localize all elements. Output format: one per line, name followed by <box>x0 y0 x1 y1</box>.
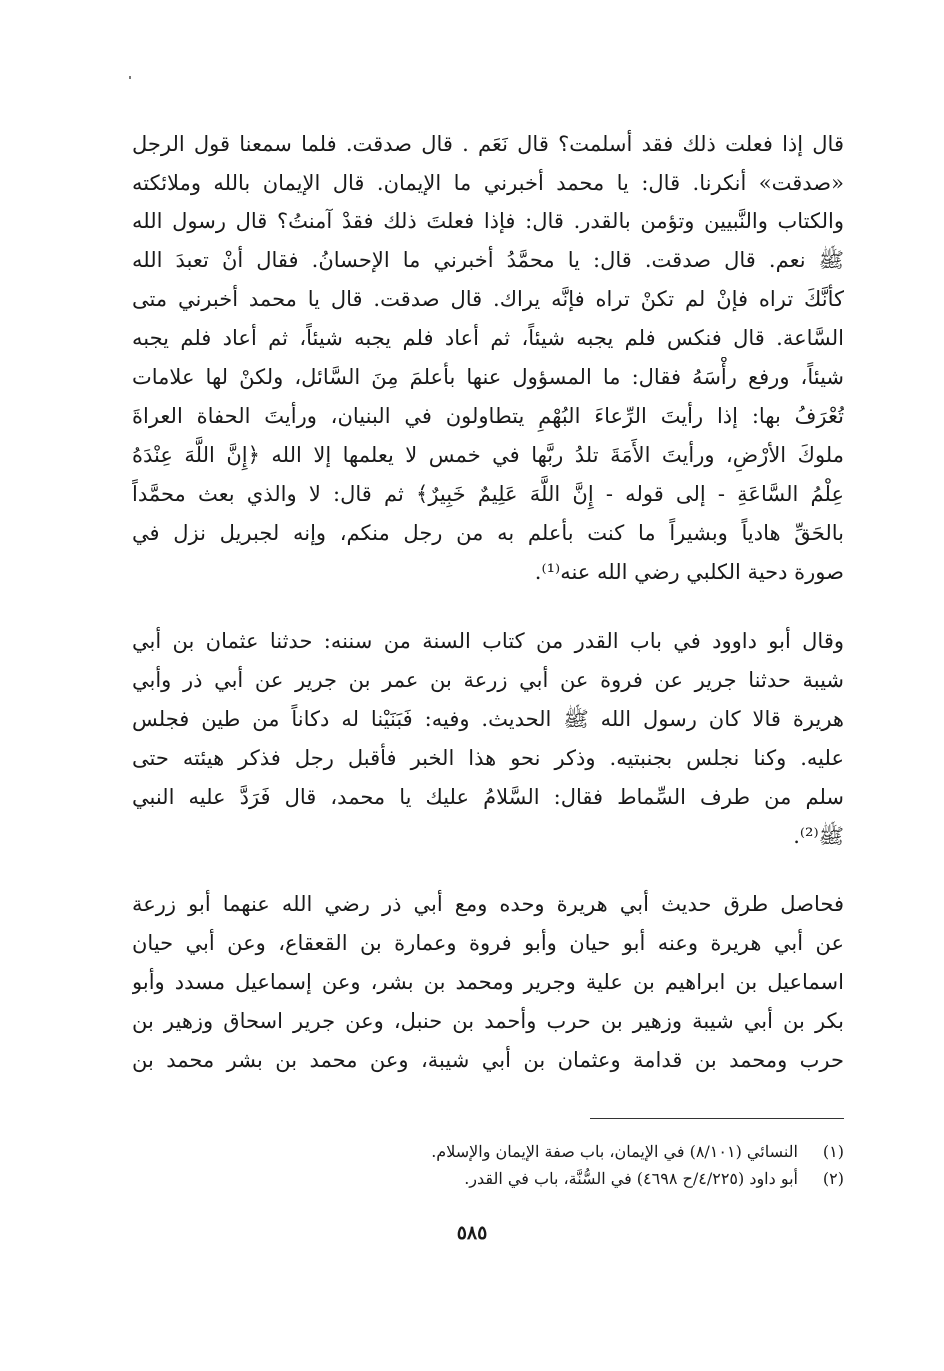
body-line: تُعْرَفُ بها: إذا رأيتَ الرِّعاءَ البُهْمِ يتطاولون في البنيان، ورأيتَ الحفاة العراةَ <box>132 404 844 428</box>
body-line: هريرة قالا كان رسول الله ﷺ الحديث. وفيه: فَبَنَيْنا له دكاناً من طين فجلس <box>132 707 844 731</box>
body-line: سلم من طرف السِّماط فقال: السَّلامُ عليك يا محمد، قال فَرَدَّ عليه النبي <box>132 785 844 809</box>
body-line: قال إذا فعلت ذلك فقد أسلمت؟ قال نَعَم . قال صدقت. فلما سمعنا قول الرجل <box>132 132 844 156</box>
body-line: «صدقت» أنكرنا. قال: يا محمد أخبرني ما الإيمان. قال الإيمان بالله وملائكته <box>132 171 844 195</box>
body-line: وقال أبو داوود في باب القدر من كتاب السنة من سننه: حدثنا عثمان بن أبي <box>132 629 844 653</box>
body-line: والكتاب والنَّبيين وتؤمن بالقدر. قال: فإذا فعلتَ ذلك فقدْ آمنتُ؟ قال رسول الله <box>132 209 844 233</box>
body-line: فحاصل طرق حديث أبي هريرة وحده ومع أبي ذر رضي الله عنهما أبو زرعة <box>132 892 844 916</box>
footnote-text: النسائي (٨/١٠١) في الإيمان، باب صفة الإيمان والإسلام. <box>431 1142 798 1161</box>
body-line: شيبة حدثنا جرير عن فروة عن أبي زرعة بن عمر بن جرير عن أبي ذر وأبي <box>132 668 844 692</box>
body-line: اسماعيل بن ابراهيم بن علية وجرير ومحمد بن بشر، وعن إسماعيل مسدد وأبو <box>132 970 844 994</box>
body-line: صورة دحية الكلبي رضي الله عنه⁽¹⁾. <box>534 560 844 584</box>
body-line: ﷺ⁽²⁾. <box>793 824 844 848</box>
footnote-number: (٢) <box>822 1169 844 1188</box>
body-line: بكر بن أبي شيبة وزهير بن حرب وأحمد بن حنبل، وعن جرير اسحاق وزهير بن <box>132 1009 844 1033</box>
body-line: ﷺ نعم. قال صدقت. قال: يا محمَّدُ أخبرني ما الإحسانُ. فقال أنْ تعبدَ الله <box>132 248 844 272</box>
footnote-rule <box>590 1118 844 1119</box>
body-line: عليه. وكنا نجلس بجنبتيه. وذكر نحو هذا الخبر فأقبل رجل فذكر هيئته حتى <box>132 746 844 770</box>
footnote-text: أبو داود (٤/٢٢٥/ح ٤٦٩٨) في السُّنَّة، باب في القدر. <box>464 1169 798 1188</box>
body-line: بالحَقِّ هادياً وبشيراً ما كنت بأعلم به من رجل منكم، وإنه لجبريل نزل في <box>132 521 844 545</box>
body-line: ملوكَ الأرْضِ، ورأيتَ الأَمَةَ تلدُ ربَّها في خمس لا يعلمها إلا الله ﴿إِنَّ اللَّهَ عِنْدَهُ <box>132 443 844 467</box>
body-line: حرب ومحمد بن قدامة وعثمان بن أبي شيبة، وعن محمد بن بشر محمد بن <box>132 1048 844 1072</box>
footnote <box>132 1166 844 1192</box>
scan-speck <box>129 76 131 79</box>
page-number: ٥٨٥ <box>456 1222 488 1244</box>
footnote <box>132 1139 844 1165</box>
body-line: كأنَّكَ تراه فإنْ لم تكنْ تراه فإنَّه يراك. قال صدقت. قال يا محمد أخبرني متى <box>132 287 844 311</box>
body-line: شيئاً، ورفع رأْسَهُ فقال: ما المسؤول عنها بأعلمَ مِنَ السَّائل، ولكنْ لها علامات <box>132 365 844 389</box>
footnote-number: (١) <box>822 1142 844 1161</box>
body-line: عِلْمُ السَّاعَةِ - إلى قوله - إِنَّ اللَّهَ عَلِيمٌ خَبِيرٌ﴾ ثم قال: لا والذي بعث محمَّداً <box>132 482 844 506</box>
body-line: عن أبي هريرة وعنه أبو حيان وأبو فروة وعمارة بن القعقاع، وعن أبي حيان <box>132 931 844 955</box>
body-line: السَّاعة. قال فنكس فلم يجبه شيئاً، ثم أعاد فلم يجبه شيئاً، ثم أعاد فلم يجبه <box>132 326 844 350</box>
